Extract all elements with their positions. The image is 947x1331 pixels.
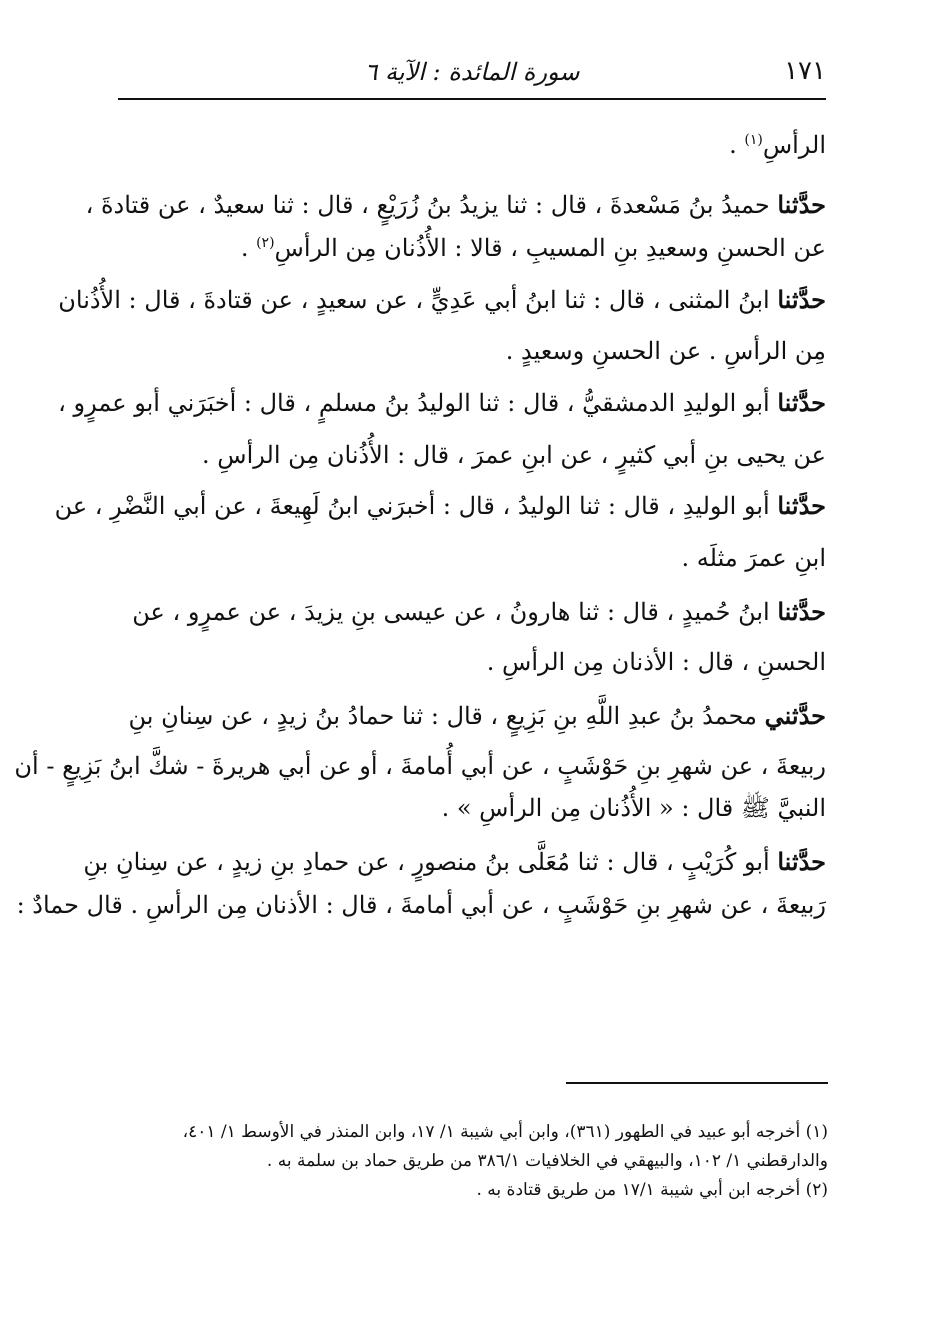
text-line — [58, 388, 826, 418]
text-span: ابنُ حُميدٍ ، قال : ثنا هارونُ ، عن عيسى بنِ يزيدَ ، عن عمرٍو ، عن — [132, 598, 778, 626]
text-span: ربيعةَ ، عن شهرِ بنِ حَوْشَبٍ ، عن أبي أُمامةَ ، أو عن أبي هريرةَ - شكَّ ابنُ بَزِيعٍ - أن — [14, 752, 826, 780]
lead-word: حدَّثني — [764, 701, 826, 730]
text-line — [14, 751, 826, 781]
paragraph-7 — [16, 847, 826, 920]
text-line — [58, 285, 826, 315]
text-line — [118, 233, 826, 263]
lead-word: حدَّثنا — [777, 285, 826, 314]
text-span: عن الحسنِ وسعيدِ بنِ المسيبِ ، قالا : الأُذُنان مِن الرأسِ — [274, 234, 826, 262]
text-line — [118, 543, 826, 573]
footnote-marker: (٢) — [256, 235, 275, 251]
footnote-marker: (١) — [744, 132, 763, 148]
text-span: . — [729, 131, 745, 159]
paragraph-3 — [58, 388, 826, 470]
paragraph-6 — [14, 701, 826, 823]
text-span: أبو الوليدِ الدمشقيُّ ، قال : ثنا الوليدُ بنُ مسلمٍ ، قال : أخبَرَني أبو عمرٍو ، — [58, 389, 778, 417]
text-span: أبو كُرَيْبٍ ، قال : ثنا مُعَلَّى بنُ منصورٍ ، عن حمادِ بنِ زيدٍ ، عن سِنانِ بنِ — [83, 848, 778, 876]
text-line — [118, 647, 826, 677]
text-span: . — [240, 234, 257, 262]
text-span: الحسنِ ، قال : الأذنان مِن الرأسِ . — [486, 648, 826, 676]
running-title: سورة المائدة : الآية ٦ — [364, 58, 580, 86]
text-span: مِن الرأسِ . عن الحسنِ وسعيدٍ . — [505, 337, 826, 365]
text-line — [118, 597, 826, 627]
paragraph-5 — [118, 597, 826, 677]
text-line — [85, 190, 826, 220]
text-span: محمدُ بنُ عبدِ اللَّهِ بنِ بَزِيعٍ ، قال : ثنا حمادُ بنُ زيدٍ ، عن سِنانِ بنِ — [128, 702, 765, 730]
lead-word: حدَّثنا — [777, 388, 826, 417]
footnote-rule — [566, 1082, 828, 1084]
paragraph-1 — [85, 190, 826, 263]
text-span: رَبيعةَ ، عن شهرِ بنِ حَوْشَبٍ ، عن أبي أمامةَ ، قال : الأذنان مِن الرأسِ . قال حمادٌ : — [16, 891, 826, 919]
text-span: الرأسِ — [762, 131, 826, 159]
footnote-1-line: (١) أخرجه أبو عبيد في الطهور (٣٦١)، وابن أبي شيبة ١/ ١٧، وابن المنذر في الأوسط ١/ ٤٠١، — [182, 1122, 828, 1142]
page-header — [118, 54, 826, 98]
paragraph-4 — [54, 491, 826, 573]
footnote-1-line: والدارقطني ١/ ١٠٢، والبيهقي في الخلافيات ٣٨٦/١ من طريق حماد بن سلمة به . — [266, 1151, 828, 1171]
text-line — [118, 440, 826, 470]
text-line — [118, 793, 826, 823]
text-span: ابنِ عمرَ مثلَه . — [681, 544, 826, 572]
text-span: النبيَّ ﷺ قال : « الأُذُنان مِن الرأسِ » . — [441, 794, 826, 822]
text-line — [16, 890, 826, 920]
lead-word: حدَّثنا — [777, 190, 826, 219]
text-line — [54, 491, 826, 521]
lead-word: حدَّثنا — [777, 597, 826, 626]
text-span: أبو الوليدِ ، قال : ثنا الوليدُ ، قال : أخبرَني ابنُ لَهِيعةَ ، عن أبي النَّضْرِ ، عن — [54, 492, 778, 520]
text-span: عن يحيى بنِ أبي كثيرٍ ، عن ابنِ عمرَ ، قال : الأُذُنان مِن الرأسِ . — [202, 441, 826, 469]
text-line — [118, 130, 826, 160]
paragraph-0 — [118, 130, 826, 160]
footnotes — [118, 1118, 828, 1205]
text-span: حميدُ بنُ مَسْعدةَ ، قال : ثنا يزيدُ بنُ زُرَيْعٍ ، قال : ثنا سعيدٌ ، عن قتادةَ ، — [85, 191, 778, 219]
text-line — [118, 336, 826, 366]
text-line — [118, 701, 826, 731]
lead-word: حدَّثنا — [777, 847, 826, 876]
text-span: ابنُ المثنى ، قال : ثنا ابنُ أبي عَدِيٍّ ، عن سعيدٍ ، عن قتادةَ ، قال : الأُذُنان — [58, 286, 778, 314]
main-text — [14, 130, 826, 920]
paragraph-2 — [58, 285, 826, 366]
page-number: ١٧١ — [784, 56, 826, 86]
lead-word: حدَّثنا — [777, 491, 826, 520]
header-rule — [118, 98, 826, 100]
footnote-2-line: (٢) أخرجه ابن أبي شيبة ١٧/١ من طريق قتادة به . — [476, 1180, 828, 1200]
text-line — [83, 847, 826, 877]
